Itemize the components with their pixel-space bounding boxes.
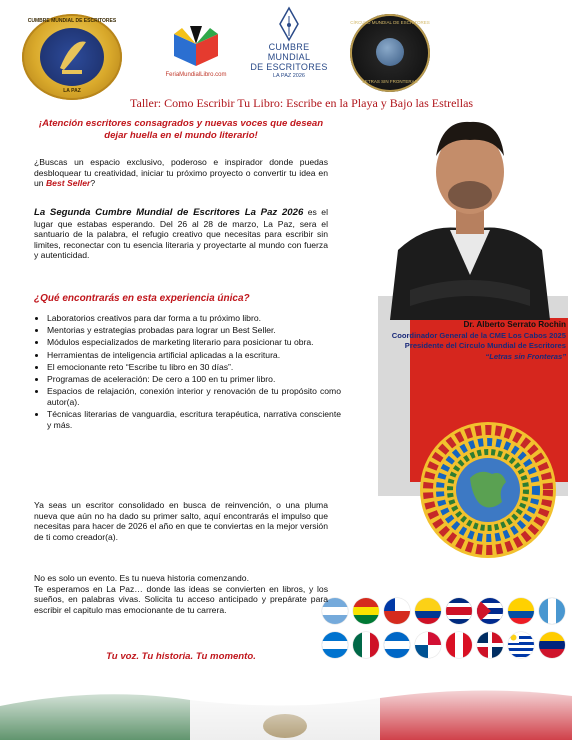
list-item: • Espacios de relajación, conexión interior y renovación de tu propósito como autor(a). <box>47 386 341 407</box>
event-lead: La Segunda Cumbre Mundial de Escritores La Paz 2026 <box>34 207 304 218</box>
list-item: • Técnicas literarias de vanguardia, escritura terapéutica, narrativa consciente y más. <box>47 409 341 430</box>
section-heading: ¿Qué encontrarás en esta experiencia única? <box>34 293 250 304</box>
list-item: • El emocionante reto “Escribe tu libro en 30 días”. <box>47 362 341 373</box>
page-title: Taller: Como Escribir Tu Libro: Escribe en la Playa y Bajo las Estrellas <box>130 96 474 110</box>
dominican-republic-flag <box>477 632 503 658</box>
features-list <box>34 313 341 432</box>
closing-tagline: Tu voz. Tu historia. Tu momento. <box>106 651 256 662</box>
event-paragraph <box>34 207 328 261</box>
books-logo-icon <box>172 24 220 68</box>
pen-nib-icon <box>274 6 304 42</box>
paragraph-4-line1: No es solo un evento. Es tu nueva historia comenzando. <box>34 573 249 583</box>
paragraph-3: Ya seas un escritor consolidado en busca de reinvención, o una pluma nueva que aún no ha dado su primer salto, aquí encontrarás el impulso que necesitas para hacer de 2026 el año en que te conviertas en la mejor versión de ti como creador(a). <box>34 500 328 542</box>
seal-ring-text: CUMBRE MUNDIAL DE ESCRITORES <box>27 18 117 24</box>
colombia-flag <box>415 598 441 624</box>
list-item: • Herramientas de inteligencia artificial aplicadas a la escritura. <box>47 350 341 361</box>
cumbre-logo-sub: LA PAZ 2026 <box>272 73 305 79</box>
nicaragua-flag <box>384 632 410 658</box>
speaker-role-1: Coordinador General de la CME Los Cabos 2025 <box>391 330 566 340</box>
cumbre-gold-seal-logo <box>22 14 122 100</box>
intro-paragraph <box>34 157 328 189</box>
list-item: • Programas de aceleración: De cero a 100 en tu primer libro. <box>47 374 341 385</box>
speaker-role-2: Presidente del Circulo Mundial de Escritores <box>404 341 566 351</box>
mexico-flag <box>353 632 379 658</box>
quill-icon <box>40 28 104 86</box>
seal-bottom-text: LA PAZ <box>63 88 81 94</box>
globe-icon <box>376 38 404 66</box>
circulo-ring-text: CÍRCULO MUNDIAL DE ESCRITORES <box>350 20 430 25</box>
uruguay-flag <box>508 632 534 658</box>
cumbre-logo-line1: CUMBRE <box>268 42 310 52</box>
costa-rica-flag <box>446 598 472 624</box>
guatemala-flag <box>539 598 565 624</box>
panama-flag <box>415 632 441 658</box>
speaker-name: Dr. Alberto Serrato Rochin <box>463 320 566 329</box>
speaker-photo <box>390 100 550 320</box>
cuba-flag <box>477 598 503 624</box>
circulo-bottom-text: LETRAS SIN FRONTERAS <box>362 79 418 84</box>
headline: ¡Atención escritores consagrados y nuevas voces que desean dejar huella en el mundo literario! <box>38 118 324 141</box>
paragraph-4 <box>34 573 328 615</box>
cumbre-mundial-logo <box>250 6 328 79</box>
bolivia-flag <box>353 598 379 624</box>
best-seller-highlight: Best Seller <box>45 178 91 189</box>
venezuela-flag <box>539 632 565 658</box>
world-flags-globe-icon <box>418 420 558 560</box>
peru-flag <box>446 632 472 658</box>
intro-text: ¿Buscas un espacio exclusivo, poderoso e inspirador donde puedas desbloquear tu creatividad, iniciar tu próximo proyecto o convertir tu idea en un <box>34 157 328 189</box>
paragraph-4-rest: Te esperamos en La Paz… donde las ideas se convierten en libros, y los sueños, en palabras vivas. Solicita tu acceso anticipado y prepárate para escribir el capitulo mas emocionante de tu carrera. <box>34 583 328 615</box>
circulo-mundial-logo <box>350 14 430 92</box>
chile-flag <box>384 598 410 624</box>
intro-end: ? <box>90 178 96 189</box>
ecuador-flag <box>508 598 534 624</box>
event-text: es el lugar que estabas esperando. Del 26 al 28 de marzo, La Paz, sera el santuario de la palabra, el refugio creativo que necesitas para escribir sin limites, reconectar con tu esencia literaria y proyectarte al mundo con fuerza y autenticidad. <box>34 207 328 261</box>
mexican-flag-background <box>0 676 572 740</box>
cumbre-logo-line3: DE ESCRITORES <box>250 62 328 72</box>
books-logo-caption: FeriaMundialLibro.com <box>165 72 227 78</box>
cumbre-logo-line2: MUNDIAL <box>267 52 311 62</box>
list-item: • Laboratorios creativos para dar forma a tu próximo libro. <box>47 313 341 324</box>
list-item: • Módulos especializados de marketing literario para posicionar tu obra. <box>47 337 341 348</box>
list-item: • Mentorias y estrategias probadas para lograr un Best Seller. <box>47 325 341 336</box>
speaker-role-3: “Letras sin Fronteras” <box>485 351 566 361</box>
speaker-caption <box>348 320 566 362</box>
seal-center <box>40 28 104 86</box>
